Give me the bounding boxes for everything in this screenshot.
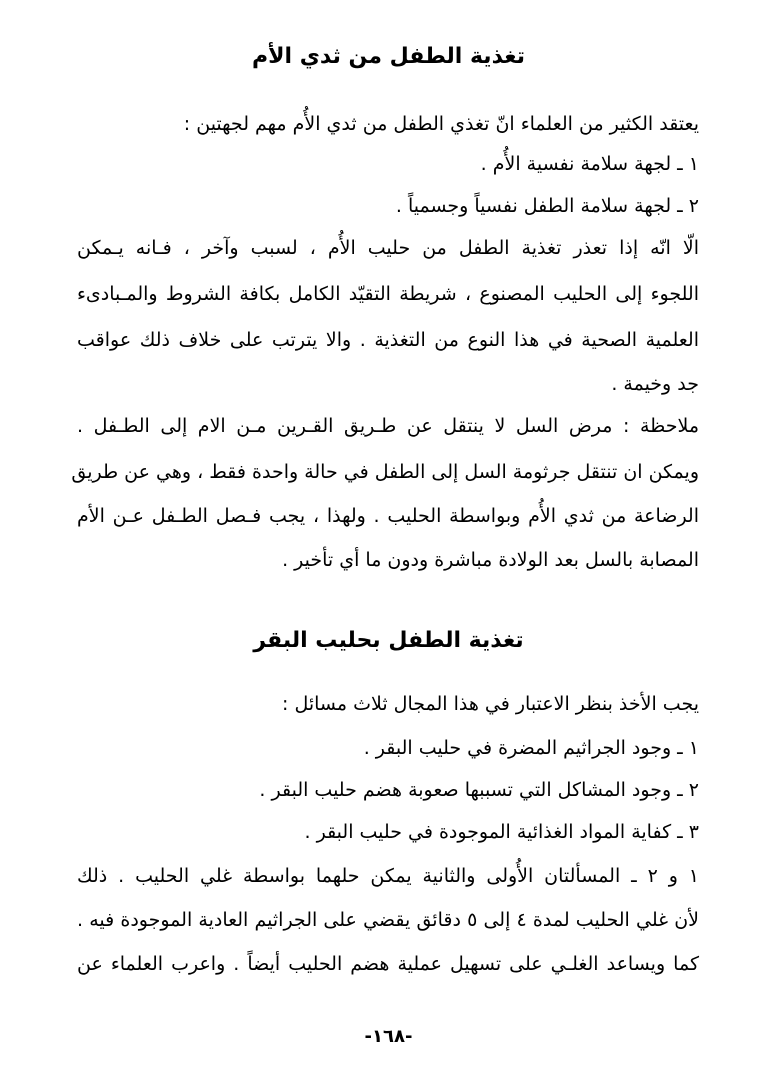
- note-line: المصابة بالسل بعد الولادة مباشرة ودون ما أي تأخير .: [282, 549, 699, 571]
- section2-paragraph-line: كما ويساعد الغلـي على تسهيل عملية هضم الحليب أيضاً . واعرب العلماء عن: [77, 953, 699, 975]
- section1-item-1: ١ ـ لجهة سلامة نفسية الأُم .: [480, 153, 699, 175]
- section2-paragraph-line: ١ و ٢ ـ المسألتان الأُولى والثانية يمكن حلهما بواسطة غلي الحليب . ذلك: [77, 865, 699, 887]
- section1-intro: يعتقد الكثير من العلماء انّ تغذي الطفل من ثدي الأُم مهم لجهتين :: [183, 113, 699, 135]
- page-number: -١٦٨-: [364, 1026, 413, 1047]
- note-line: الرضاعة من ثدي الأُم وبواسطة الحليب . ولهذا ، يجب فـصل الطـفل عـن الأم: [77, 505, 699, 527]
- section-title-cow-milk: تغذية الطفل بحليب البقر: [253, 628, 524, 653]
- section-title-breastfeeding: تغذية الطفل من ثدي الأم: [252, 44, 525, 69]
- section1-paragraph-line: الّا انّه إذا تعذر تغذية الطفل من حليب الأُم ، لسبب وآخر ، فـانه يـمكن: [77, 237, 699, 259]
- section1-paragraph-line: جد وخيمة .: [611, 373, 699, 395]
- section1-paragraph-line: اللجوء إلى الحليب المصنوع ، شريطة التقيّد الكامل بكافة الشروط والمـبادىء: [77, 283, 699, 305]
- note-line: ملاحظة : مرض السل لا ينتقل عن طـريق القـرين مـن الام إلى الطـفل .: [77, 415, 699, 437]
- section2-item-3: ٣ ـ كفاية المواد الغذائية الموجودة في حليب البقر .: [304, 821, 699, 843]
- section2-item-2: ٢ ـ وجود المشاكل التي تسببها صعوبة هضم حليب البقر .: [259, 779, 699, 801]
- section2-paragraph-line: لأن غلي الحليب لمدة ٤ إلى ٥ دقائق يقضي على الجراثيم العادية الموجودة فيه .: [77, 909, 699, 931]
- note-line: ويمكن ان تنتقل جرثومة السل إلى الطفل في حالة واحدة فقط ، وهي عن طريق: [71, 461, 699, 483]
- section2-item-1: ١ ـ وجود الجراثيم المضرة في حليب البقر .: [363, 737, 699, 759]
- section2-intro: يجب الأخذ بنظر الاعتبار في هذا المجال ثلاث مسائل :: [282, 693, 699, 715]
- section1-item-2: ٢ ـ لجهة سلامة الطفل نفسياً وجسمياً .: [395, 195, 699, 217]
- section1-paragraph-line: العلمية الصحية في هذا النوع من التغذية . والا يترتب على خلاف ذلك عواقب: [77, 329, 699, 351]
